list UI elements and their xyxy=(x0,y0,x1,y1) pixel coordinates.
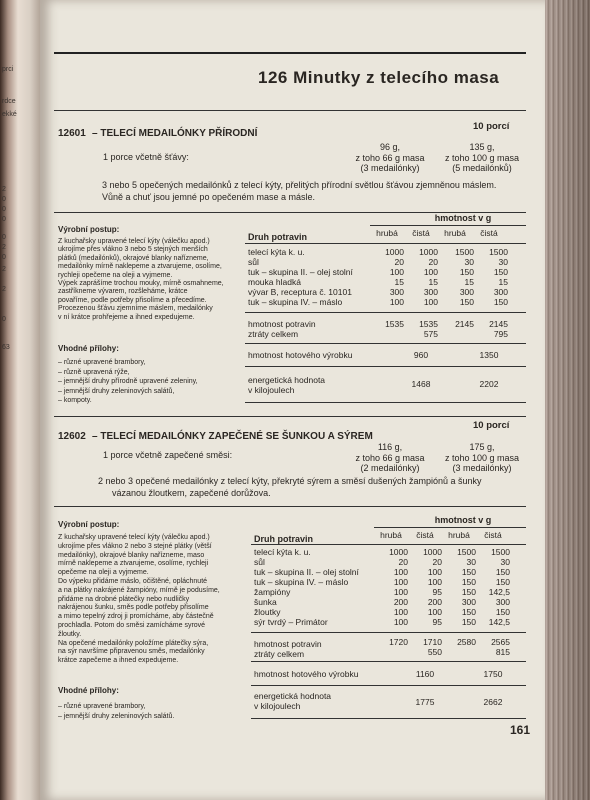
recipe-title: – TELECÍ MEDAILÓNKY PŘÍRODNÍ xyxy=(92,128,258,139)
loss-cell: 575 xyxy=(423,329,438,339)
cell: 15 xyxy=(394,277,404,287)
margin-text: rdce xyxy=(2,98,16,105)
ingredient-name: žloutky xyxy=(254,607,281,617)
procedure-title: Výrobní postup: xyxy=(58,520,120,529)
column-header: čistá xyxy=(416,530,434,540)
cell: 100 xyxy=(389,267,404,277)
cell: 200 xyxy=(427,597,442,607)
table-rule xyxy=(245,243,526,244)
final-cell: 960 xyxy=(413,350,429,360)
total-cell: 2145 xyxy=(455,319,474,329)
sides-list: – různé upravené brambory, – jemnější druhy zeleninových salátů. xyxy=(58,703,175,720)
cell: 150 xyxy=(493,297,508,307)
cell: 300 xyxy=(461,597,476,607)
sides-title: Vhodné přílohy: xyxy=(58,344,119,353)
sides-title: Vhodné přílohy: xyxy=(58,686,119,695)
table-rule xyxy=(245,343,526,344)
cell: 150 xyxy=(493,267,508,277)
margin-text: prci xyxy=(2,66,14,73)
margin-text: ekké xyxy=(2,111,17,118)
cell: 100 xyxy=(393,567,408,577)
cell: 100 xyxy=(423,267,438,277)
portions: 10 porcí xyxy=(473,420,510,431)
energy-cell: 2202 xyxy=(479,379,499,389)
header-rule xyxy=(54,52,526,54)
cell: 100 xyxy=(393,617,408,627)
cell: 20 xyxy=(428,257,438,267)
cell: 20 xyxy=(398,557,408,567)
cell: 100 xyxy=(423,297,438,307)
book-page xyxy=(40,0,545,800)
ingredient-name: vývar B, receptura č. 10101 xyxy=(248,287,352,297)
loss-cell: 815 xyxy=(495,647,510,657)
mass-header: hmotnost v g xyxy=(434,515,492,525)
recipe-title: – TELECÍ MEDAILÓNKY ZAPEČENÉ SE ŠUNKOU A SÝREM xyxy=(92,431,373,442)
serving-option-b: 135 g, z toho 100 g masa (5 medailónků) xyxy=(444,142,520,173)
column-header: čistá xyxy=(412,228,430,238)
margin-text: 0 xyxy=(2,254,6,261)
margin-text: 0 xyxy=(2,196,6,203)
cell: 150 xyxy=(459,267,474,277)
energy-label: energetická hodnota v kilojoulech xyxy=(248,375,326,395)
cell: 20 xyxy=(432,557,442,567)
chapter-title: 126 Minutky z telecího masa xyxy=(258,68,500,87)
final-weight-label: hmotnost hotového výrobku xyxy=(248,350,353,360)
procedure-text: Z kuchařsky upravené telecí kýty (válečku apod.) ukrojíme přes vlákno 3 nebo 5 stejných menších plátků (medailónků), okrajové blanky nařízneme, medailónky mírně naklepeme a ztvarujeme, osolíme, rychleji opečeme na oleji a vyjmeme. Výpek zaprášíme trochou mouky, mírně osmahneme, zastříkneme vývarem, rozšleháme, krátce povaříme, podle potřeby přisolíme a přecedíme. Procezenou šťávu zjemníme máslem, medailónky v ní krátce prohřejeme a ihned expedujeme. xyxy=(58,238,224,321)
column-label: Druh potravin xyxy=(254,534,314,544)
cell: 100 xyxy=(427,567,442,577)
cell: 300 xyxy=(389,287,404,297)
cell: 150 xyxy=(495,577,510,587)
cell: 100 xyxy=(393,587,408,597)
serving-option-a: 96 g, z toho 66 g masa (3 medailónky) xyxy=(355,142,425,173)
ingredient-name: tuk – skupina IV. – máslo xyxy=(254,577,349,587)
energy-cell: 1468 xyxy=(411,379,431,389)
column-header: hrubá xyxy=(448,530,470,540)
ingredient-name: telecí kýta k. u. xyxy=(248,247,305,257)
total-cell: 1720 xyxy=(389,637,408,647)
cell: 95 xyxy=(432,617,442,627)
cell: 30 xyxy=(498,257,508,267)
ingredient-name: žampióny xyxy=(254,587,291,597)
cell: 150 xyxy=(461,587,476,597)
total-cell: 2580 xyxy=(457,637,476,647)
page-edges-shade xyxy=(545,0,590,800)
ingredient-name: tuk – skupina II. – olej stolní xyxy=(254,567,359,577)
cell: 100 xyxy=(389,297,404,307)
section-rule xyxy=(54,506,526,507)
final-weight-label: hmotnost hotového výrobku xyxy=(254,669,359,679)
cell: 200 xyxy=(393,597,408,607)
cell: 150 xyxy=(495,567,510,577)
recipe-description: 2 nebo 3 opečené medailónky z telecí kýty, překryté sýrem a směsí dušených žampiónů a šunky vázanou žloutkem, zapečené dorůžova. xyxy=(98,476,482,498)
cell: 300 xyxy=(493,287,508,297)
cell: 100 xyxy=(427,577,442,587)
book-spine-left-page xyxy=(0,0,40,800)
portions: 10 porcí xyxy=(473,121,510,132)
column-header: čistá xyxy=(484,530,502,540)
ingredient-name: tuk – skupina IV. – máslo xyxy=(248,297,343,307)
table-rule xyxy=(251,661,526,662)
cell: 150 xyxy=(461,577,476,587)
cell: 300 xyxy=(423,287,438,297)
ingredient-name: sůl xyxy=(254,557,265,567)
table-rule xyxy=(245,366,526,367)
cell: 150 xyxy=(459,297,474,307)
margin-text: 0 xyxy=(2,234,6,241)
cell: 1000 xyxy=(385,247,404,257)
total-cell: 2145 xyxy=(489,319,508,329)
sides-list: – různé upravené brambory, – různě upravená rýže, – jemnější druhy přírodně upravené zeleniny, – jemnější druhy zeleninových salátů, – kompoty. xyxy=(58,359,198,404)
margin-text: 63 xyxy=(2,344,10,351)
cell: 150 xyxy=(495,607,510,617)
serving-label: 1 porce včetně šťávy: xyxy=(103,152,189,162)
energy-label: energetická hodnota v kilojoulech xyxy=(254,691,332,711)
ingredient-name: sůl xyxy=(248,257,259,267)
cell: 100 xyxy=(393,577,408,587)
section-rule xyxy=(54,416,526,417)
serving-option-b: 175 g, z toho 100 g masa (3 medailónky) xyxy=(444,442,520,473)
cell: 1500 xyxy=(457,547,476,557)
ingredient-name: šunka xyxy=(254,597,277,607)
total-cell: 1710 xyxy=(423,637,442,647)
total-cell: 1535 xyxy=(385,319,404,329)
section-rule xyxy=(54,110,526,111)
table-rule xyxy=(251,685,526,686)
margin-text: 2 xyxy=(2,286,6,293)
mass-header: hmotnost v g xyxy=(434,213,492,223)
cell: 1500 xyxy=(489,247,508,257)
table-rule xyxy=(245,312,526,313)
table-rule xyxy=(374,527,526,528)
ingredient-name: sýr tvrdý – Primátor xyxy=(254,617,328,627)
cell: 20 xyxy=(394,257,404,267)
total-cell: 1535 xyxy=(419,319,438,329)
table-rule xyxy=(251,632,526,633)
table-rule xyxy=(370,225,526,226)
cell: 1000 xyxy=(419,247,438,257)
column-header: hrubá xyxy=(380,530,402,540)
cell: 1000 xyxy=(389,547,408,557)
cell: 300 xyxy=(459,287,474,297)
ingredient-name: mouka hladká xyxy=(248,277,301,287)
cell: 1500 xyxy=(491,547,510,557)
margin-text: 0 xyxy=(2,216,6,223)
total-cell: 2565 xyxy=(491,637,510,647)
serving-option-a: 116 g, z toho 66 g masa (2 medailónky) xyxy=(355,442,425,473)
margin-text: 2 xyxy=(2,186,6,193)
table-rule xyxy=(245,402,526,403)
column-header: hrubá xyxy=(444,228,466,238)
cell: 142,5 xyxy=(488,587,510,597)
final-cell: 1160 xyxy=(415,669,435,679)
totals-label: hmotnost potravin ztráty celkem xyxy=(248,319,316,339)
table-rule xyxy=(251,544,526,545)
cell: 150 xyxy=(461,567,476,577)
margin-text: 0 xyxy=(2,206,6,213)
cell: 15 xyxy=(498,277,508,287)
cell: 142,5 xyxy=(488,617,510,627)
margin-text: 2 xyxy=(2,244,6,251)
cell: 300 xyxy=(495,597,510,607)
totals-label: hmotnost potravin ztráty celkem xyxy=(254,639,322,659)
cell: 15 xyxy=(464,277,474,287)
serving-label: 1 porce včetně zapečené směsi: xyxy=(103,450,233,460)
loss-cell: 795 xyxy=(493,329,508,339)
cell: 1000 xyxy=(423,547,442,557)
procedure-title: Výrobní postup: xyxy=(58,225,120,234)
recipe-number: 12601 xyxy=(58,128,86,139)
energy-cell: 2662 xyxy=(483,697,503,707)
procedure-text: Z kuchařsky upravené telecí kýty (válečku apod.) ukrojíme přes vlákno 2 nebo 3 stejné plátky (větší medailónky), okrajové blanky nařízneme, maso mírně naklepeme a ztvarujeme, osolíme, rychleji opečeme na oleji a vyjmeme. Do výpeku přidáme máslo, očištěné, opláchnuté a na plátky nakrájené žampióny, mírně je podusíme, přidáme na drobné plátečky nebo nudličky nakrájenou šunku, směs podle potřeby přisolíme a mimo tepelný zdroj ji promícháme, aby částečně prochladla. Potom do směsi zamícháme syrové žloutky. Na opečené medailónky položíme plátečky sýra, na sýr navršíme připravenou směs, medailónky krátce zapečeme a ihned expedujeme. xyxy=(58,534,220,665)
recipe-number: 12602 xyxy=(58,431,86,442)
table-rule xyxy=(251,718,526,719)
cell: 95 xyxy=(432,587,442,597)
column-header: hrubá xyxy=(376,228,398,238)
cell: 30 xyxy=(466,557,476,567)
cell: 30 xyxy=(500,557,510,567)
cell: 150 xyxy=(461,607,476,617)
final-cell: 1350 xyxy=(479,350,499,360)
ingredient-name: tuk – skupina II. – olej stolní xyxy=(248,267,353,277)
page-number: 161 xyxy=(510,723,531,737)
column-label: Druh potravin xyxy=(248,232,308,242)
final-cell: 1750 xyxy=(483,669,503,679)
cell: 150 xyxy=(461,617,476,627)
column-header: čistá xyxy=(480,228,498,238)
cell: 100 xyxy=(427,607,442,617)
margin-text: 0 xyxy=(2,316,6,323)
energy-cell: 1775 xyxy=(415,697,435,707)
recipe-description: 3 nebo 5 opečených medailónků z telecí kýty, přelitých přírodní světlou šťávou zjemněnou máslem. Vůně a chuť jsou jemné po opečeném mase a másle. xyxy=(102,180,497,202)
cell: 30 xyxy=(464,257,474,267)
cell: 100 xyxy=(393,607,408,617)
margin-text: 2 xyxy=(2,266,6,273)
cell: 15 xyxy=(428,277,438,287)
ingredient-name: telecí kýta k. u. xyxy=(254,547,311,557)
loss-cell: 550 xyxy=(427,647,442,657)
cell: 1500 xyxy=(455,247,474,257)
